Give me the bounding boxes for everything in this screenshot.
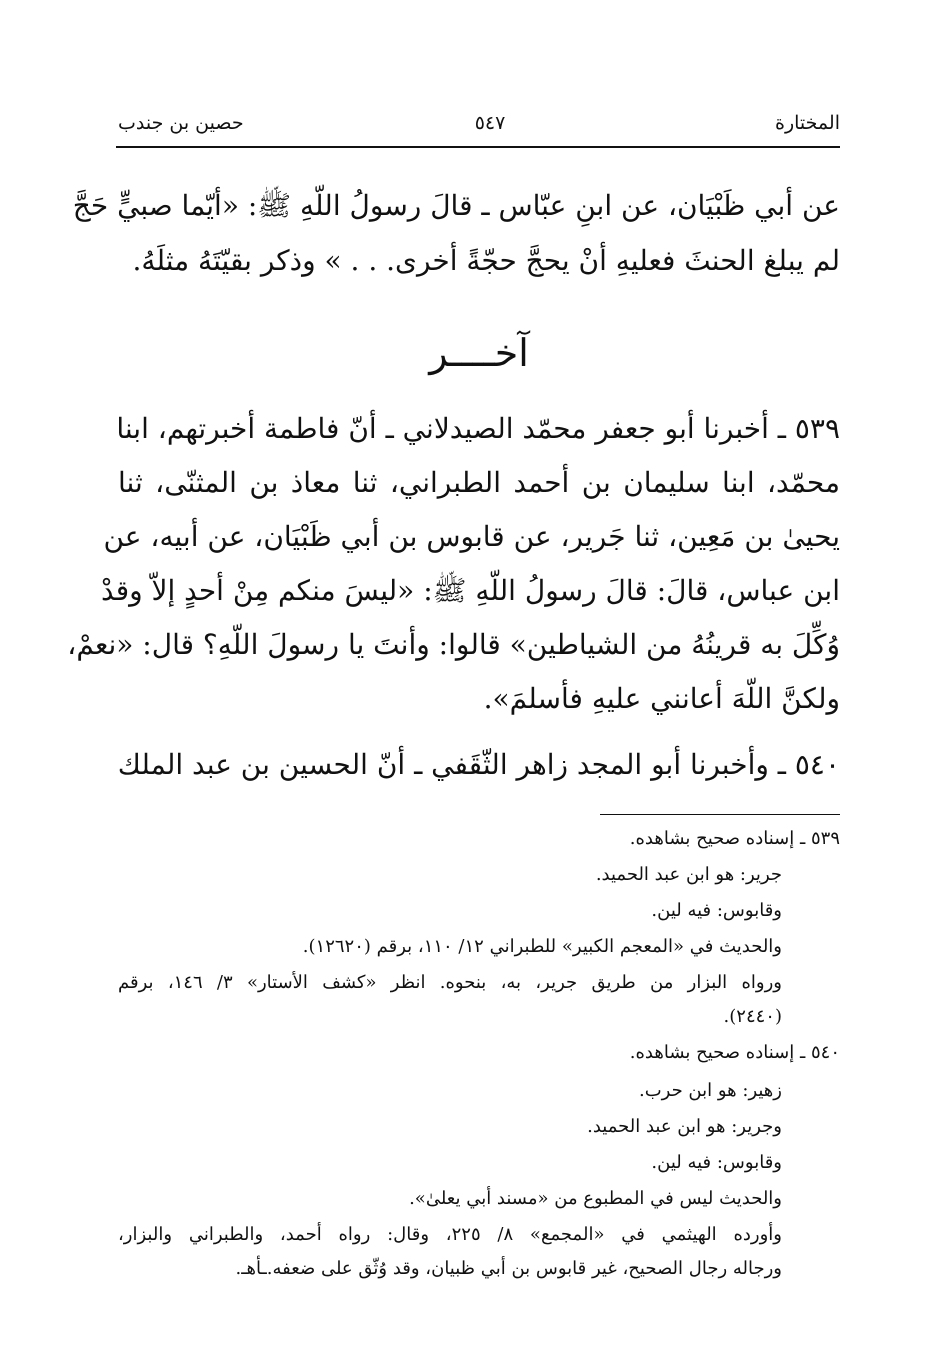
hadith-539-line: محمّد، ابنا سليمان بن أحمد الطبراني، ثنا معاذ بن المثنّى، ثنا	[118, 466, 840, 499]
footnote-539-line: وقابوس: فيه لين.	[651, 900, 782, 921]
footnote-539-line: (٢٤٤٠).	[723, 1006, 782, 1027]
header-chapter-title: حصين بن جندب	[118, 112, 244, 134]
footnote-540-line: وأورده الهيثمي في «المجمع» ٨/ ٢٢٥، وقال: رواه أحمد، والطبراني والبزار،	[118, 1224, 782, 1245]
header-book-title: المختارة	[775, 112, 840, 134]
footnote-539-line: والحديث في «المعجم الكبير» للطبراني ١٢/ ١١٠، برقم (١٢٦٢٠).	[302, 936, 782, 957]
hadith-539-line: ابن عباس، قالَ: قالَ رسولُ اللّهِ ﷺ: «ليسَ منكم مِنْ أحدٍ إلاّ وقدْ	[101, 574, 840, 607]
running-header	[118, 112, 840, 146]
footnote-539-line: ورواه البزار من طريق جرير، به، بنحوه. انظر «كشف الأستار» ٣/ ١٤٦، برقم	[118, 972, 782, 993]
footnote-540-line: وقابوس: فيه لين.	[651, 1152, 782, 1173]
hadith-539-line: ٥٣٩ ـ أخبرنا أبو جعفر محمّد الصيدلاني ـ أنّ فاطمة أخبرتهم، ابنا	[116, 412, 840, 445]
footnote-540-line: ورجاله رجال الصحيح، غير قابوس بن أبي ظبيان، وقد وُثّق على ضعفه.ـأهـ.	[235, 1258, 782, 1279]
footnote-540-line: زهير: هو ابن حرب.	[638, 1080, 782, 1101]
section-title: آخــــر	[429, 331, 529, 375]
footnote-539-line: جرير: هو ابن عبد الحميد.	[595, 864, 782, 885]
hadith-539-line: ولكنَّ اللّهَ أعانني عليهِ فأسلمَ».	[483, 682, 840, 715]
footnote-540-line: وجرير: هو ابن عبد الحميد.	[587, 1116, 782, 1137]
page-number: ٥٤٧	[474, 112, 506, 134]
hadith-539-line: وُكِّلَ به قرينُهُ من الشياطين» قالوا: وأنتَ يا رسولَ اللّهِ؟ قال: «نعمْ،	[67, 628, 840, 661]
footnote-540-line: والحديث ليس في المطبوع من «مسند أبي يعلىٰ».	[409, 1188, 782, 1209]
hadith-539-line: يحيىٰ بن مَعِين، ثنا جَرير، عن قابوس بن أبي ظَبْيَان، عن أبيه، عن	[103, 520, 840, 553]
footnote-539-heading: ٥٣٩ ـ إسناده صحيح بشاهده.	[629, 828, 840, 849]
footnote-divider	[600, 814, 840, 815]
intro-line: عن أبي ظَبْيَان، عن ابنِ عبّاس ـ قالَ رسولُ اللّهِ ﷺ: «أيّما صبيٍّ حَجَّ	[72, 189, 840, 222]
header-divider	[116, 146, 840, 148]
intro-line: لم يبلغ الحنثَ فعليهِ أنْ يحجَّ حجّةً أخرى. . . » وذكر بقيّتَهُ مثلَهُ.	[132, 244, 840, 277]
footnote-540-heading: ٥٤٠ ـ إسناده صحيح بشاهده.	[629, 1042, 840, 1063]
hadith-540-line: ٥٤٠ ـ وأخبرنا أبو المجد زاهر الثّقَفي ـ أنّ الحسين بن عبد الملك	[117, 748, 840, 781]
